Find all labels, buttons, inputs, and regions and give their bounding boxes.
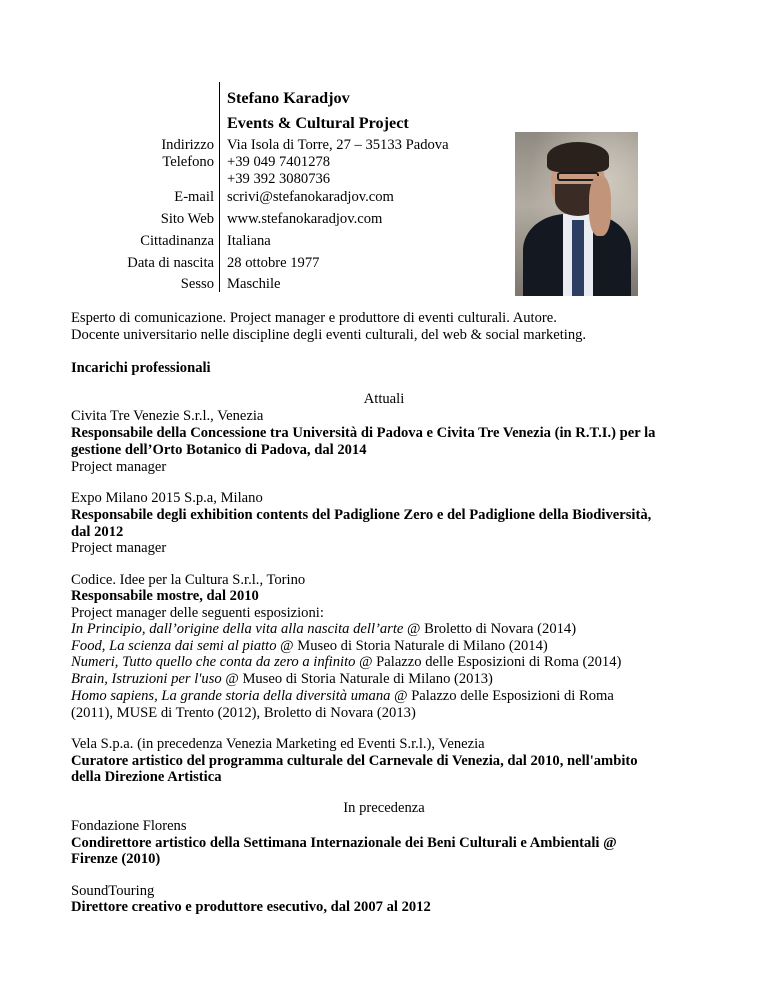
- email-label: E-mail: [174, 189, 214, 205]
- soundtouring-title: Direttore creativo e produttore esecutivo, dal 2007 al 2012: [71, 899, 431, 915]
- phone-label: Telefono: [162, 154, 214, 170]
- civita-org: Civita Tre Venezie S.r.l., Venezia: [71, 408, 264, 424]
- sex-label: Sesso: [180, 276, 214, 292]
- exhibition-2: [71, 638, 548, 655]
- soundtouring-org: SoundTouring: [71, 883, 155, 899]
- profile-photo: [515, 132, 638, 296]
- expo-org: Expo Milano 2015 S.p.a, Milano: [71, 490, 263, 506]
- vela-org: Vela S.p.a. (in precedenza Venezia Marketing ed Eventi S.r.l.), Venezia: [71, 736, 485, 752]
- exhibition-4-place: @ Museo di Storia Naturale di Milano (2013): [221, 671, 493, 687]
- exhibition-4: [71, 671, 493, 688]
- citizenship-value: Italiana: [227, 233, 271, 249]
- exhibition-5-cont: (2011), MUSE di Trento (2012), Broletto di Novara (2013): [71, 705, 416, 721]
- header-divider: [219, 82, 220, 292]
- civita-role: Project manager: [71, 459, 167, 475]
- summary-line-1: Esperto di comunicazione. Project manager e produttore di eventi culturali. Autore.: [71, 310, 557, 326]
- birth-label: Data di nascita: [127, 255, 214, 271]
- expo-title-1: Responsabile degli exhibition contents del Padiglione Zero e del Padiglione della Biodiversità,: [71, 507, 652, 523]
- address-label: Indirizzo: [161, 137, 214, 153]
- florens-title-2: Firenze (2010): [71, 851, 161, 867]
- exhibition-3-title: Numeri, Tutto quello che conta da zero a infinito: [71, 654, 356, 670]
- exhibition-3-place: @ Palazzo delle Esposizioni di Roma (2014): [355, 654, 622, 670]
- florens-org: Fondazione Florens: [71, 818, 187, 834]
- exhibition-5: [71, 688, 614, 705]
- florens-title-1: Condirettore artistico della Settimana Internazionale dei Beni Culturali e Ambientali @: [71, 835, 617, 851]
- vela-title-2: della Direzione Artistica: [71, 769, 222, 785]
- exhibition-5-place: @ Palazzo delle Esposizioni di Roma: [390, 688, 614, 704]
- exhibition-4-title: Brain, Istruzioni per l'uso: [71, 671, 222, 687]
- website-value[interactable]: www.stefanokaradjov.com: [227, 211, 383, 227]
- exhibition-1-title: In Principio, dall’origine della vita alla nascita dell’arte: [71, 621, 404, 637]
- codice-title: Responsabile mostre, dal 2010: [71, 588, 259, 604]
- person-role: Events & Cultural Project: [227, 114, 409, 132]
- vela-title-1: Curatore artistico del programma culturale del Carnevale di Venezia, dal 2010, nell'ambito: [71, 753, 638, 769]
- birth-value: 28 ottobre 1977: [227, 255, 320, 271]
- phone-value-2: +39 392 3080736: [227, 171, 331, 187]
- summary-line-2: Docente universitario nelle discipline degli eventi culturali, del web & social marketing.: [71, 327, 587, 343]
- email-value[interactable]: scrivi@stefanokaradjov.com: [227, 189, 394, 205]
- exhibition-2-title: Food, La scienza dai semi al piatto: [71, 638, 277, 654]
- codice-role: Project manager delle seguenti esposizioni:: [71, 605, 324, 621]
- exhibition-2-place: @ Museo di Storia Naturale di Milano (2014): [276, 638, 548, 654]
- exhibition-1: [71, 621, 576, 638]
- exhibition-3: [71, 654, 621, 671]
- current-heading: Attuali: [363, 391, 405, 407]
- section-title: Incarichi professionali: [71, 360, 211, 376]
- person-name: Stefano Karadjov: [227, 89, 350, 107]
- exhibition-1-place: @ Broletto di Novara (2014): [403, 621, 577, 637]
- previous-heading: In precedenza: [343, 800, 425, 816]
- sex-value: Maschile: [227, 276, 281, 292]
- phone-value-1: +39 049 7401278: [227, 154, 331, 170]
- exhibition-5-title: Homo sapiens, La grande storia della diversità umana: [71, 688, 391, 704]
- citizenship-label: Cittadinanza: [140, 233, 214, 249]
- address-value: Via Isola di Torre, 27 – 35133 Padova: [227, 137, 449, 153]
- expo-role: Project manager: [71, 540, 167, 556]
- civita-title-1: Responsabile della Concessione tra Università di Padova e Civita Tre Venezia (in R.T.I.) per la: [71, 425, 656, 441]
- website-label: Sito Web: [160, 211, 214, 227]
- codice-org: Codice. Idee per la Cultura S.r.l., Torino: [71, 572, 306, 588]
- expo-title-2: dal 2012: [71, 524, 124, 540]
- civita-title-2: gestione dell’Orto Botanico di Padova, dal 2014: [71, 442, 367, 458]
